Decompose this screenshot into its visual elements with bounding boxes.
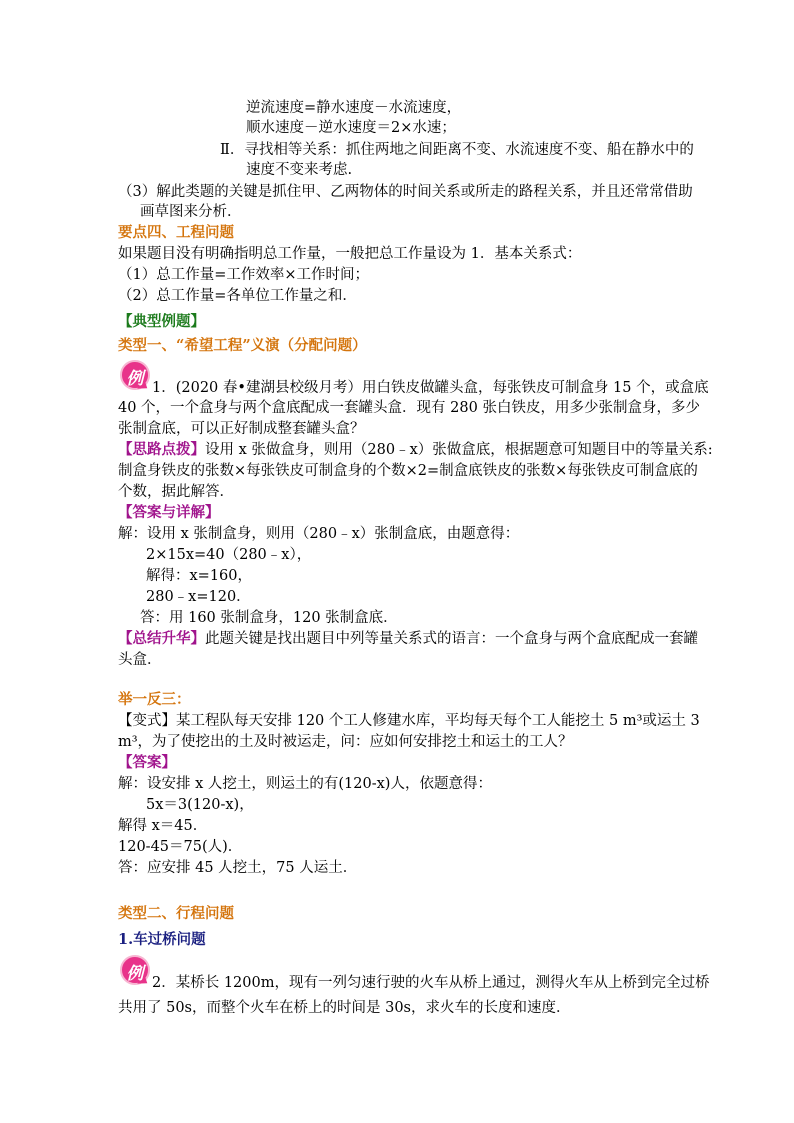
solution-line: 2×15x=40（280﹣x）， — [146, 547, 312, 563]
hint-line: 制盒身铁皮的张数×每张铁皮可制盒身的个数×2=制盒底铁皮的张数×每张铁皮可制盒底的 — [118, 463, 698, 479]
solution-line: 答：用 160 张制盒身，120 张制盒底． — [140, 610, 398, 626]
text-line: （3）解此类题的关键是抓住甲、乙两物体的时间关系或所走的路程关系，并且还常常借助 — [118, 184, 693, 200]
question-line: 40 个，一个盒身与两个盒底配成一套罐头盒．现有 280 张白铁皮，用多少张制盒身，多少 — [118, 400, 700, 416]
text-line: （2）总工作量=各单位工作量之和． — [118, 288, 357, 304]
answer-label: 【答案】 — [118, 754, 176, 771]
solution-line: 解：设用 x 张制盒身，则用（280﹣x）张制盒底，由题意得： — [118, 526, 520, 542]
subsection-title: 1.车过桥问题 — [118, 931, 206, 948]
question-line: 共用了 50s，而整个火车在桥上的时间是 30s，求火车的长度和速度． — [118, 1000, 571, 1016]
practice-title: 举一反三： — [118, 691, 191, 708]
text-line: 速度不变来考虑. — [246, 162, 353, 178]
question-line: 1．(2020 春•建湖县校级月考）用白铁皮做罐头盒，每张铁皮可制盒身 15 个，或盒底 — [152, 380, 709, 396]
example-badge — [120, 360, 154, 392]
badge-text: 例 — [126, 964, 144, 984]
answer-label: 【答案与详解】 — [118, 504, 220, 521]
hint-text: 设用 x 张做盒身，则用（280﹣x）张做盒底，根据题意可知题目中的等量关系: — [205, 442, 713, 458]
summary-label: 【总结升华】 — [118, 630, 205, 647]
solution-line: 解得 x＝45． — [118, 818, 208, 834]
solution-line: 120-45＝75(人)． — [118, 839, 243, 855]
summary-text: 此题关键是找出题目中列等量关系式的语言：一个盒身与两个盒底配成一套罐 — [205, 631, 698, 647]
solution-line: 解：设安排 x 人挖土，则运土的有(120-x)人，依题意得： — [118, 776, 492, 792]
variant-text: 某工程队每天安排 120 个工人修建水库，平均每天每个工人能挖土 5 m³或运土 3 — [176, 713, 700, 729]
variant-line: m³，为了使挖出的土及时被运走，问：应如何安排挖土和运土的工人？ — [118, 734, 573, 750]
variant-line — [118, 711, 700, 731]
badge-text: 例 — [126, 369, 144, 389]
solution-line: 解得：x=160， — [146, 568, 253, 584]
examples-header: 【典型例题】 — [118, 313, 205, 330]
text-line: （1）总工作量=工作效率×工作时间； — [118, 267, 370, 283]
section-title: 要点四、工程问题 — [118, 224, 234, 241]
solution-line: 答：应安排 45 人挖土，75 人运土． — [118, 860, 358, 876]
text-line: 如果题目没有明确指明总工作量，一般把总工作量设为 1．基本关系式： — [118, 246, 582, 262]
example-badge — [120, 955, 154, 987]
text-line: 逆流速度=静水速度－水流速度， — [246, 100, 462, 116]
text-line: Ⅱ．寻找相等关系：抓住两地之间距离不变、水流速度不变、船在静水中的 — [220, 142, 694, 158]
text-line: 画草图来分析． — [140, 204, 242, 220]
variant-label: 【变式】 — [118, 713, 176, 729]
hint-line: 个数，据此解答． — [118, 484, 234, 500]
solution-line: 5x＝3(120-x)， — [146, 797, 254, 813]
question-line: 2．某桥长 1200m，现有一列匀速行驶的火车从桥上通过，测得火车从上桥到完全过桥 — [152, 975, 710, 991]
hint-line — [118, 440, 713, 460]
summary-line — [118, 629, 698, 649]
hint-label: 【思路点拨】 — [118, 441, 205, 458]
summary-line: 头盒． — [118, 652, 162, 668]
text-line: 顺水速度－逆水速度＝2×水速； — [246, 120, 456, 136]
type-title: 类型一、“希望工程”义演（分配问题） — [118, 337, 367, 354]
type-title: 类型二、行程问题 — [118, 905, 234, 922]
question-line: 张制盒底，可以正好制成整套罐头盒？ — [118, 421, 365, 437]
solution-line: 280﹣x=120． — [146, 589, 251, 605]
